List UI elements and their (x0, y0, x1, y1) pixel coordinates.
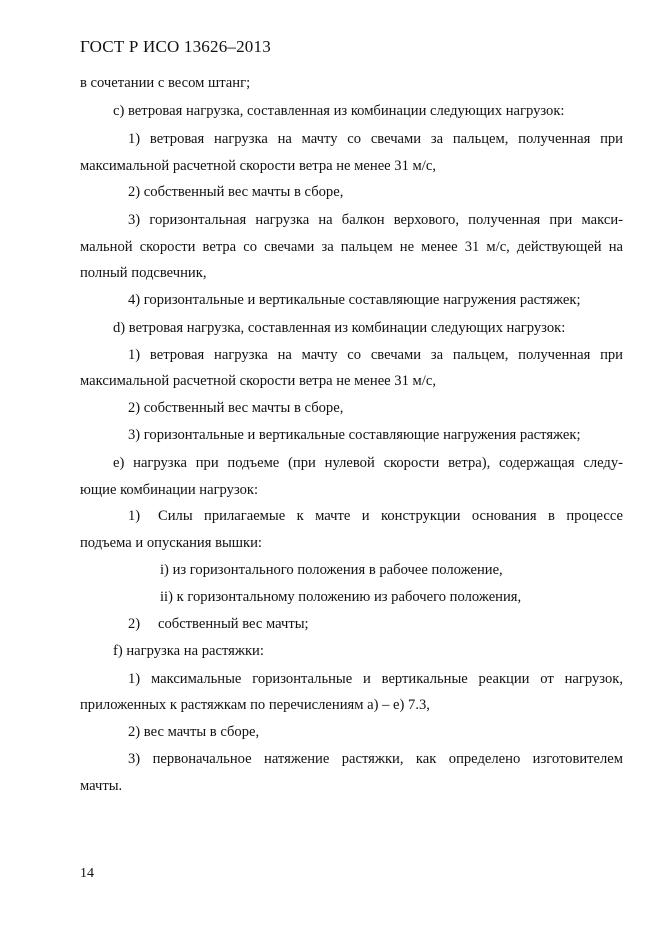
text-line: мальной скорости ветра со свечами за пальцем не менее 31 м/с, действующей на (80, 239, 623, 255)
list-item-e: e) нагрузка при подъеме (при нулевой скорости ветра), содержащая следу- (113, 455, 623, 471)
text-line: максимальной расчетной скорости ветра не менее 31 м/с, (80, 373, 436, 389)
text-line: максимальной расчетной скорости ветра не менее 31 м/с, (80, 158, 436, 174)
document-header: ГОСТ Р ИСО 13626–2013 (80, 37, 271, 56)
numbered-item (80, 614, 623, 634)
text-line: 1) ветровая нагрузка на мачту со свечами за пальцем, полученная при (128, 347, 623, 363)
list-item-f: f) нагрузка на растяжки: (113, 643, 264, 659)
text-line: 1) ветровая нагрузка на мачту со свечами за пальцем, полученная при (128, 131, 623, 147)
text-line: 3) горизонтальная нагрузка на балкон верхового, полученная при макси- (128, 212, 623, 228)
text-line: 2) собственный вес мачты в сборе, (128, 184, 344, 200)
item-number: 2) (128, 616, 141, 632)
text-line: в сочетании с весом штанг; (80, 75, 251, 91)
text-line: полный подсвечник, (80, 265, 207, 281)
item-text: собственный вес мачты; (158, 616, 309, 632)
text-line: 3) первоначальное натяжение растяжки, как определено изготовителем (128, 751, 623, 767)
list-item-d: d) ветровая нагрузка, составленная из комбинации следующих нагрузок: (113, 320, 566, 336)
sub-item-ii: ii) к горизонтальному положению из рабочего положения, (160, 589, 522, 605)
numbered-item (80, 506, 623, 526)
text-line: 3) горизонтальные и вертикальные составляющие нагружения растяжек; (128, 427, 581, 443)
text-line: 2) собственный вес мачты в сборе, (128, 400, 344, 416)
text-line: 1) максимальные горизонтальные и вертикальные реакции от нагрузок, (128, 671, 623, 687)
sub-item-i: i) из горизонтального положения в рабочее положение, (160, 562, 503, 578)
text-line: 2) вес мачты в сборе, (128, 724, 260, 740)
text-line: мачты. (80, 778, 123, 794)
item-number: 1) (128, 508, 141, 524)
text-line: 4) горизонтальные и вертикальные составляющие нагружения растяжек; (128, 292, 581, 308)
text-line: приложенных к растяжкам по перечислениям a) – e) 7.3, (80, 697, 430, 713)
item-text: Силы прилагаемые к мачте и конструкции основания в процессе (158, 508, 623, 524)
list-item-c: c) ветровая нагрузка, составленная из комбинации следующих нагрузок: (113, 103, 565, 119)
page-number: 14 (80, 866, 94, 881)
text-line: подъема и опускания вышки: (80, 535, 262, 551)
text-line: ющие комбинации нагрузок: (80, 482, 259, 498)
